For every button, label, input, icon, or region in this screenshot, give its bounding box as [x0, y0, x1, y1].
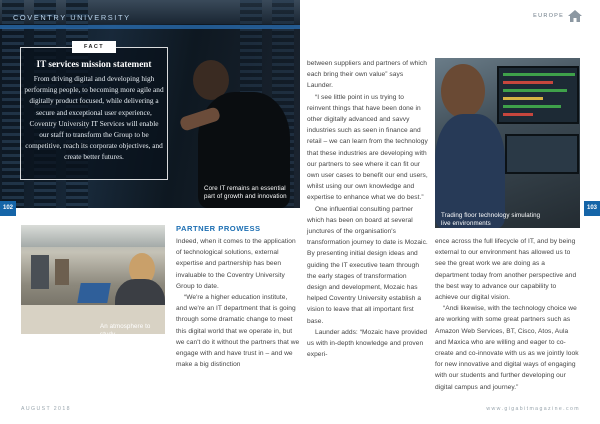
paragraph: “I see little point in us trying to reinvent things that have been done in other digitally advanced and savvy industries such as seen in finance and retail – we can learn from the technology that these industries are developing with our partners to see where it can fit our own user cases to benefit our end users, whilst using our own knowledge and expertise to enhance what we do best.” — [307, 93, 428, 202]
section-label: EUROPE — [533, 13, 564, 19]
page-number-right: 103 — [584, 201, 600, 216]
paragraph: Indeed, when it comes to the application of technological solutions, external expertise and partnership has been invaluable to the Coventry University Group to date. — [176, 238, 296, 290]
paragraph: “We're a higher education institute, and we're an IT department that is going through some dramatic change to meet this digital world that we operate in, but we can't do it without the partners that we engage with and have trust in – and we make a big distinction — [176, 294, 300, 369]
hero-caption: Core IT remains an essential part of growth and innovation — [204, 185, 287, 200]
paragraph: One influential consulting partner which has been on board at several junctures of the organisation's transformation journey to date is Mozaic. By presenting initial design ideas and guiding the IT executive team through the early stages of transformation design and development, Mozaic has helped Coventry University establish a vision to leave that all important first base. — [307, 205, 428, 325]
trading-caption: Trading floor technology simulating live environments — [441, 212, 541, 227]
fact-tag: FACT — [72, 41, 116, 53]
footer-date: AUGUST 2018 — [21, 406, 71, 412]
office-photo — [21, 225, 165, 334]
article-column-3 — [435, 236, 580, 393]
office-caption: An atmosphere to study — [100, 323, 151, 338]
footer-url[interactable]: www.gigabitmagazine.com — [486, 406, 580, 412]
fact-body: From driving digital and developing high performing people, to becoming more agile and digitally product focused, while delivering a secure and exceptional user experience, Coventry University IT Services will enable our staff to transform the Group to be competitive, reach its corporate objectives, and create better futures. — [24, 74, 164, 162]
brand-name: COVENTRY UNIVERSITY — [13, 13, 131, 22]
paragraph: ence across the full lifecycle of IT, and by being external to our environment has allowed us to see the great work we are doing as a department today from another perspective and the best way to advance our capability to achieve our digital vision. — [435, 238, 577, 302]
section-heading: PARTNER PROWESS — [176, 224, 261, 233]
page-number-left: 102 — [0, 201, 16, 216]
home-icon[interactable] — [567, 9, 583, 23]
article-column-1 — [176, 236, 300, 370]
paragraph: “Andi likewise, with the technology choice we are working with some great partners such as Amazon Web Services, BT, Cisco, Atos, Aula and Maxica who are willing and eager to co-create and co-innovate with us as we jointly look for new innovative and digital ways of engaging with our students and further developing our digital campus and journey.” — [435, 305, 579, 391]
article-column-2 — [307, 58, 428, 360]
trader-head — [441, 64, 485, 118]
fact-title: IT services mission statement — [36, 59, 152, 69]
paragraph: between suppliers and partners of which each bring their own value” says Launder. — [307, 60, 427, 90]
laptop — [77, 283, 111, 303]
trader-body — [435, 114, 505, 228]
paragraph: Launder adds: “Mozaic have provided us with in-depth knowledge and proven experi- — [307, 328, 428, 359]
trading-photo — [435, 58, 580, 228]
